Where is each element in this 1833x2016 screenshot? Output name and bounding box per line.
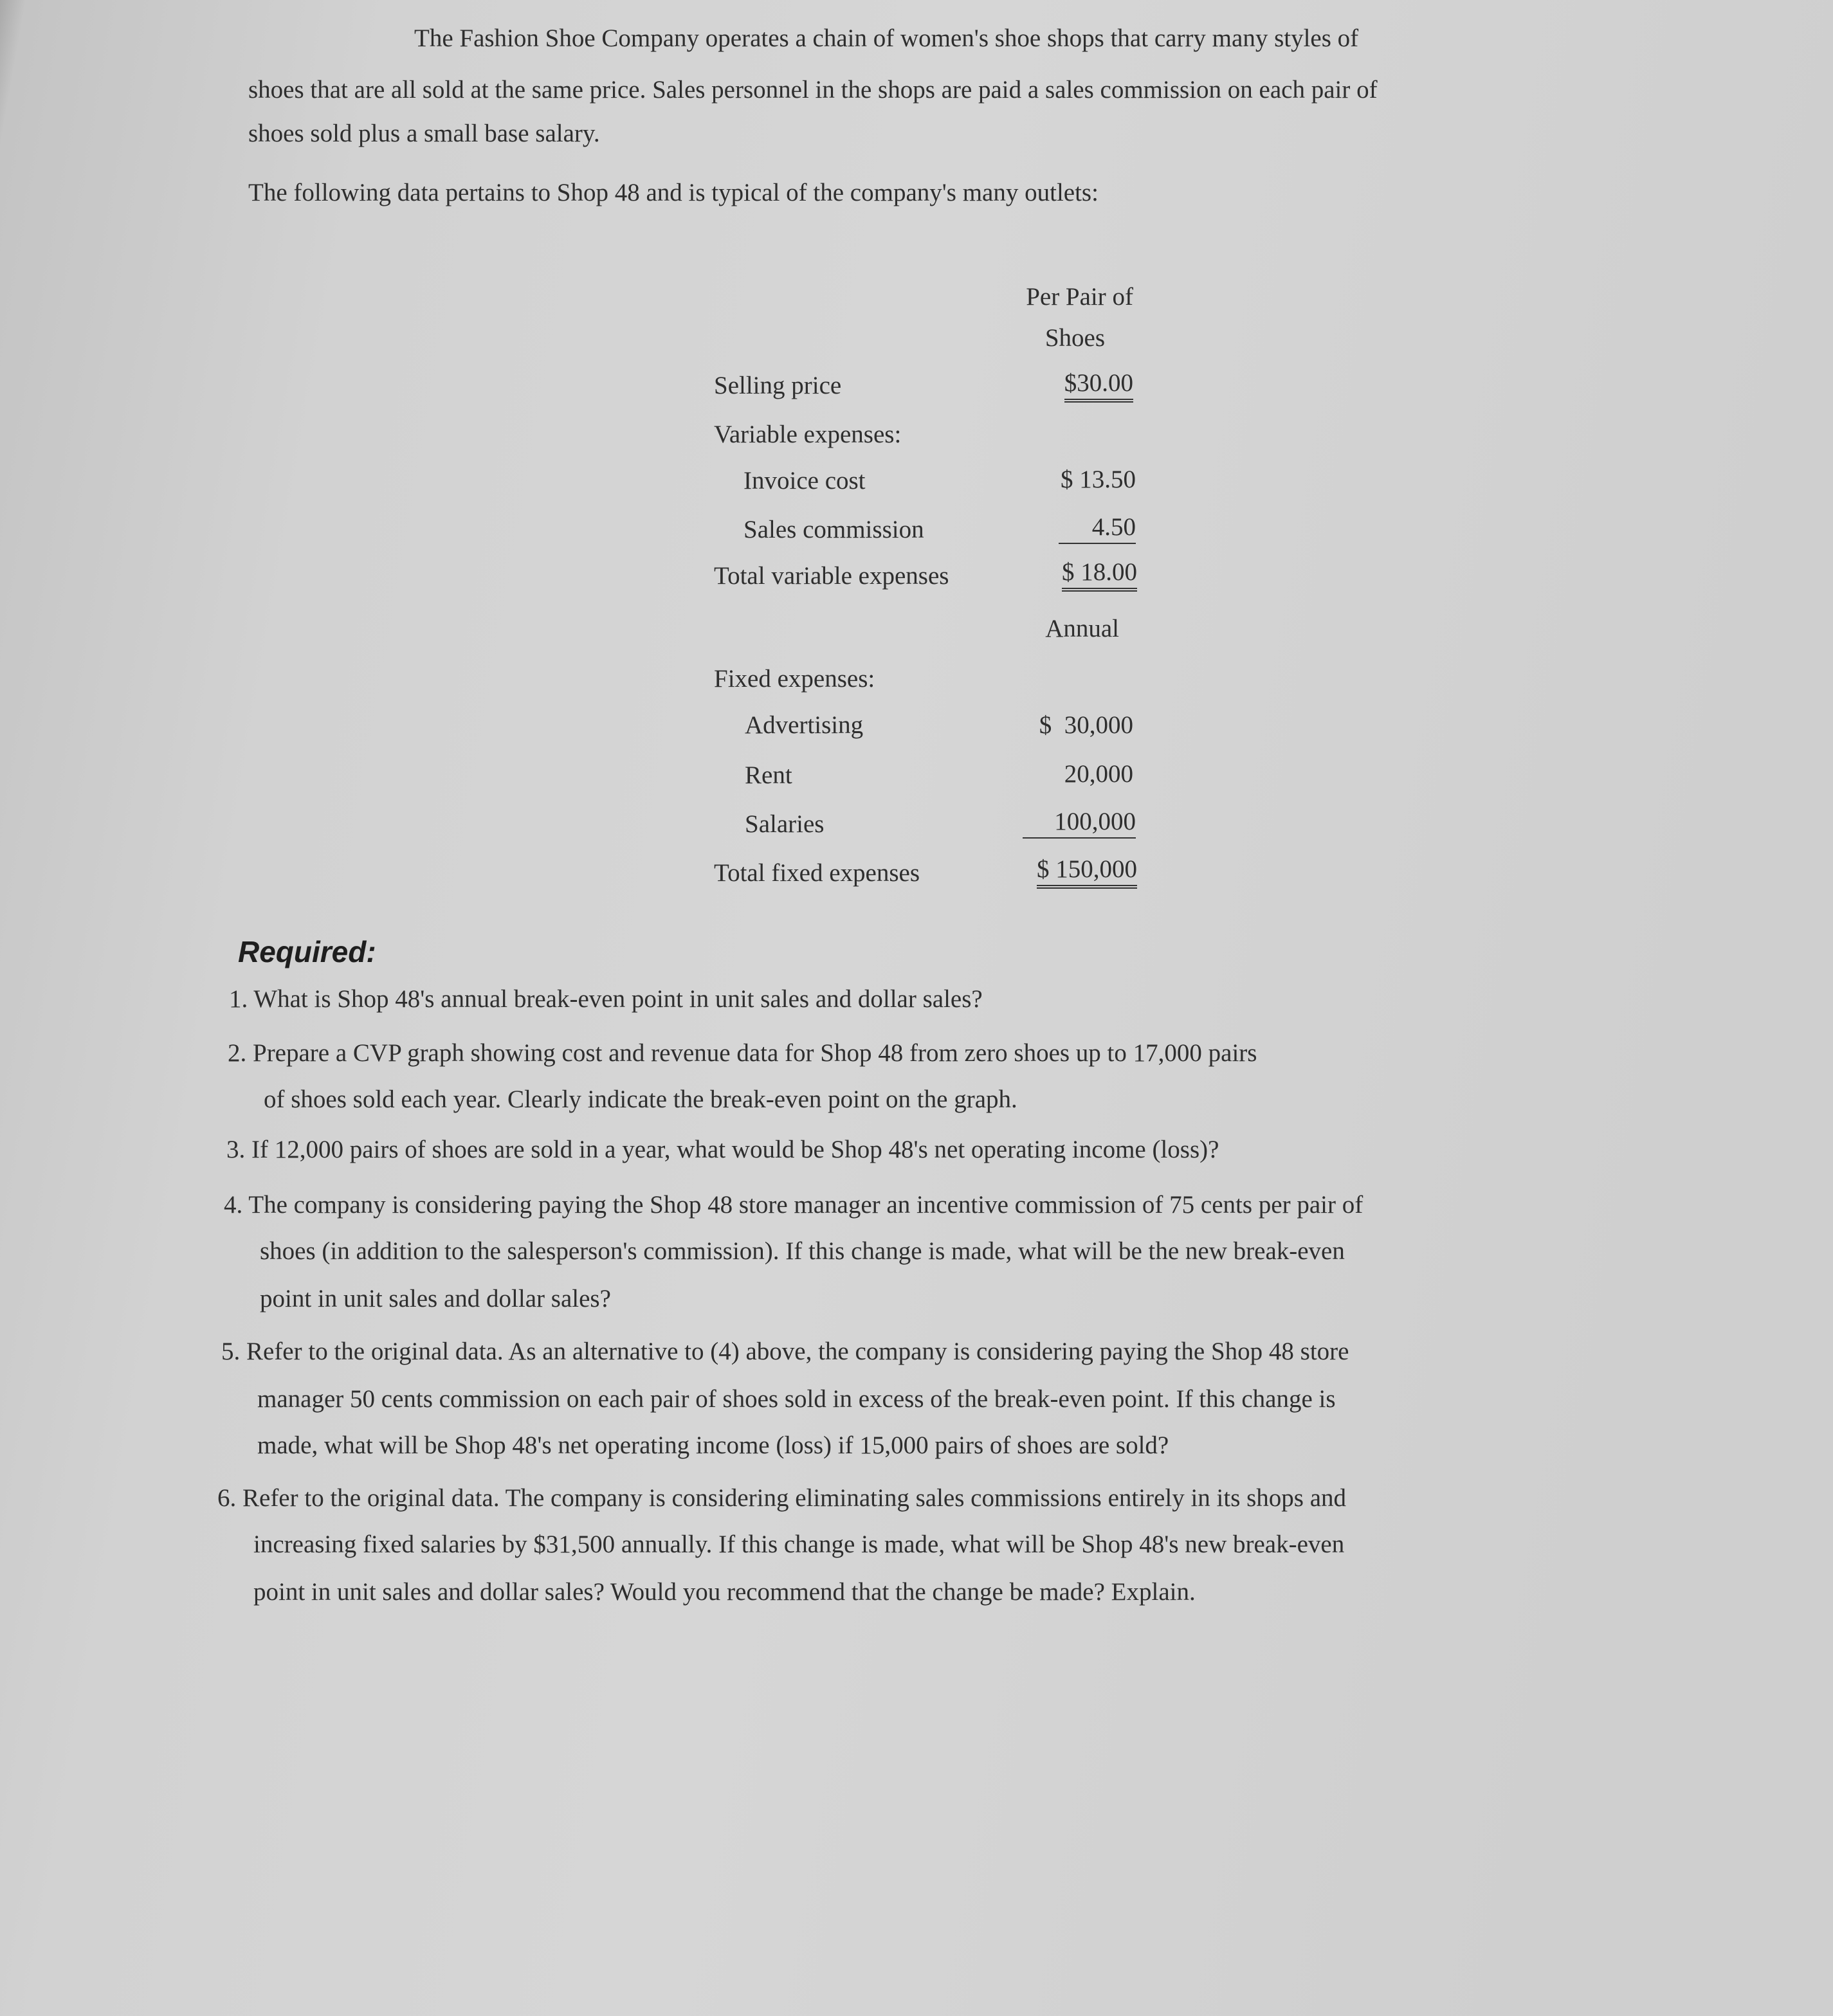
row-label: Sales commission — [743, 516, 924, 543]
row-label: Selling price — [714, 372, 842, 399]
question-5: 5. Refer to the original data. As an alternative to (4) above, the company is considering paying the Shop 48 store — [221, 1338, 1349, 1365]
question-4-cont: point in unit sales and dollar sales? — [260, 1285, 611, 1312]
question-5-cont: made, what will be Shop 48's net operating income (loss) if 15,000 pairs of shoes are sold? — [257, 1431, 1169, 1459]
question-6-cont: point in unit sales and dollar sales? Would you recommend that the change be made? Explain. — [253, 1578, 1196, 1606]
question-4-cont: shoes (in addition to the salesperson's commission). If this change is made, what will be the new break-even — [260, 1237, 1345, 1265]
intro-line-3: shoes sold plus a small base salary. — [248, 120, 600, 147]
required-heading: Required: — [238, 935, 376, 968]
row-label: Total fixed expenses — [714, 859, 920, 887]
question-1: 1. What is Shop 48's annual break-even point in unit sales and dollar sales? — [229, 985, 983, 1013]
intro-line-1: The Fashion Shoe Company operates a chain of women's shoe shops that carry many styles of — [414, 24, 1359, 52]
column-header: Annual — [1045, 615, 1119, 642]
row-label: Total variable expenses — [714, 562, 949, 590]
question-6: 6. Refer to the original data. The company is considering eliminating sales commissions entirely in its shops and — [217, 1484, 1347, 1512]
section-heading: Variable expenses: — [714, 421, 902, 448]
row-label: Invoice cost — [743, 467, 866, 495]
question-5-cont: manager 50 cents commission on each pair of shoes sold in excess of the break-even point. If this change is — [257, 1385, 1336, 1413]
question-3: 3. If 12,000 pairs of shoes are sold in a year, what would be Shop 48's net operating income (loss)? — [226, 1136, 1219, 1163]
row-value: $ 13.50 — [1061, 466, 1136, 493]
question-2: 2. Prepare a CVP graph showing cost and revenue data for Shop 48 from zero shoes up to 17,000 pairs — [228, 1039, 1257, 1067]
row-label: Advertising — [745, 711, 864, 739]
row-value: 4.50 — [1059, 512, 1136, 544]
row-value: $30.00 — [1064, 368, 1133, 403]
row-value: 20,000 — [1064, 760, 1133, 788]
column-header: Per Pair of — [1026, 283, 1133, 311]
row-label: Salaries — [745, 810, 825, 838]
row-value: $ 150,000 — [1037, 854, 1137, 889]
row-value: 100,000 — [1023, 806, 1136, 839]
row-value: $ 18.00 — [1062, 557, 1137, 592]
intro-line-4: The following data pertains to Shop 48 and is typical of the company's many outlets: — [248, 179, 1099, 206]
column-header: Shoes — [1044, 324, 1105, 352]
question-4: 4. The company is considering paying the Shop 48 store manager an incentive commission of 75 cents per pair of — [224, 1191, 1363, 1219]
intro-line-2: shoes that are all sold at the same price. Sales personnel in the shops are paid a sales commission on each pair of — [248, 76, 1378, 104]
question-2-cont: of shoes sold each year. Clearly indicate the break-even point on the graph. — [264, 1085, 1017, 1113]
row-label: Rent — [745, 761, 792, 789]
question-6-cont: increasing fixed salaries by $31,500 annually. If this change is made, what will be Shop 48's new break-even — [253, 1530, 1345, 1558]
section-heading: Fixed expenses: — [714, 665, 875, 693]
row-value: $ 30,000 — [1039, 711, 1133, 739]
